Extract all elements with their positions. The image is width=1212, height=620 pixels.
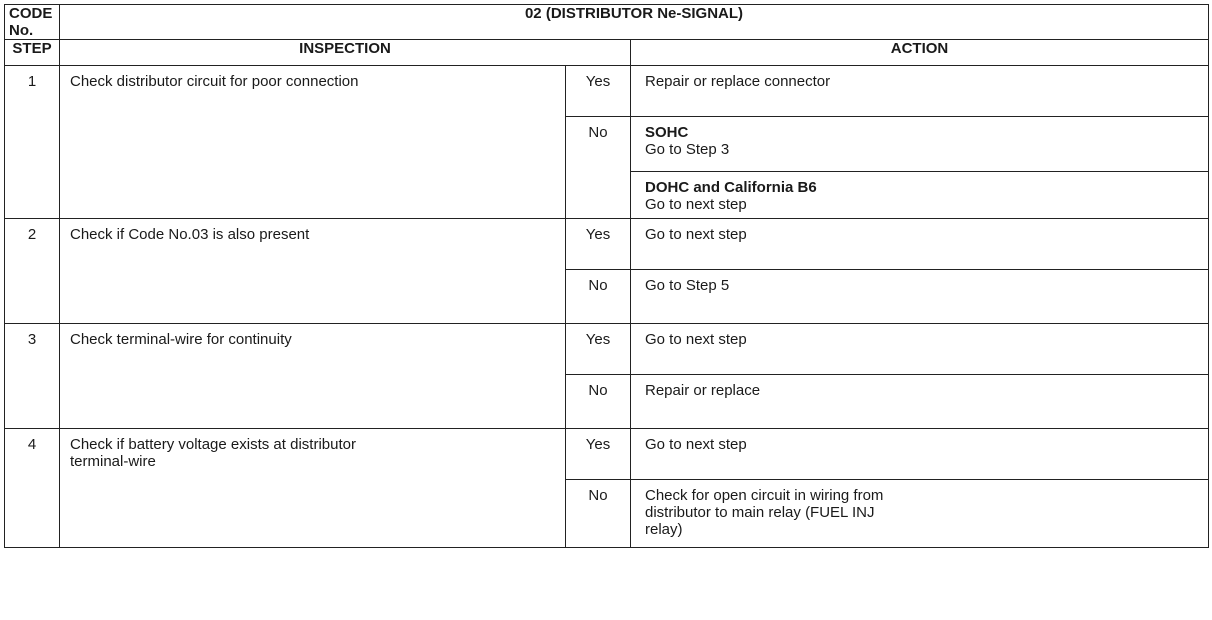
- table-row: [5, 324, 1209, 375]
- inspection-text: Check if Code No.03 is also present: [60, 219, 566, 324]
- no-action-title: SOHC: [645, 124, 689, 141]
- yes-label: Yes: [566, 324, 631, 375]
- yes-label: Yes: [566, 429, 631, 480]
- inspection-line: Check if battery voltage exists at distributor: [70, 436, 356, 453]
- code-number-value: 02 (DISTRIBUTOR Ne-SIGNAL): [60, 5, 1209, 40]
- inspection-text: Check distributor circuit for poor connection: [60, 66, 566, 219]
- inspection-column-header: INSPECTION: [60, 40, 631, 66]
- yes-action: Go to next step: [631, 324, 1209, 375]
- no-action-dohc: [631, 172, 1209, 219]
- no-action-line: relay): [645, 521, 683, 538]
- no-label: No: [566, 270, 631, 324]
- inspection-text: [60, 429, 566, 548]
- no-action-text: Go to next step: [645, 196, 747, 213]
- yes-label: Yes: [566, 219, 631, 270]
- no-action-line: distributor to main relay (FUEL INJ: [645, 504, 875, 521]
- yes-action: Go to next step: [631, 219, 1209, 270]
- table-row: [5, 429, 1209, 480]
- inspection-line: terminal-wire: [70, 453, 156, 470]
- no-action-title: DOHC and California B6: [645, 179, 817, 196]
- no-action: [631, 480, 1209, 548]
- action-column-header: ACTION: [631, 40, 1209, 66]
- yes-label: Yes: [566, 66, 631, 117]
- code-header-row: [5, 5, 1209, 40]
- no-action-sohc: [631, 117, 1209, 172]
- step-column-header: STEP: [5, 40, 60, 66]
- yes-action: Repair or replace connector: [631, 66, 1209, 117]
- inspection-text: Check terminal-wire for continuity: [60, 324, 566, 429]
- diagnosis-table: [4, 4, 1209, 548]
- yes-action: Go to next step: [631, 429, 1209, 480]
- table-row: [5, 66, 1209, 117]
- no-label: No: [566, 117, 631, 219]
- no-label: No: [566, 375, 631, 429]
- column-header-row: [5, 40, 1209, 66]
- step-number: 4: [5, 429, 60, 548]
- no-action: Go to Step 5: [631, 270, 1209, 324]
- table-row: [5, 219, 1209, 270]
- no-action: Repair or replace: [631, 375, 1209, 429]
- step-number: 2: [5, 219, 60, 324]
- no-label: No: [566, 480, 631, 548]
- no-action-text: Go to Step 3: [645, 141, 730, 158]
- no-action-line: Check for open circuit in wiring from: [645, 487, 884, 504]
- step-number: 3: [5, 324, 60, 429]
- step-number: 1: [5, 66, 60, 219]
- code-number-label: CODE No.: [5, 5, 60, 40]
